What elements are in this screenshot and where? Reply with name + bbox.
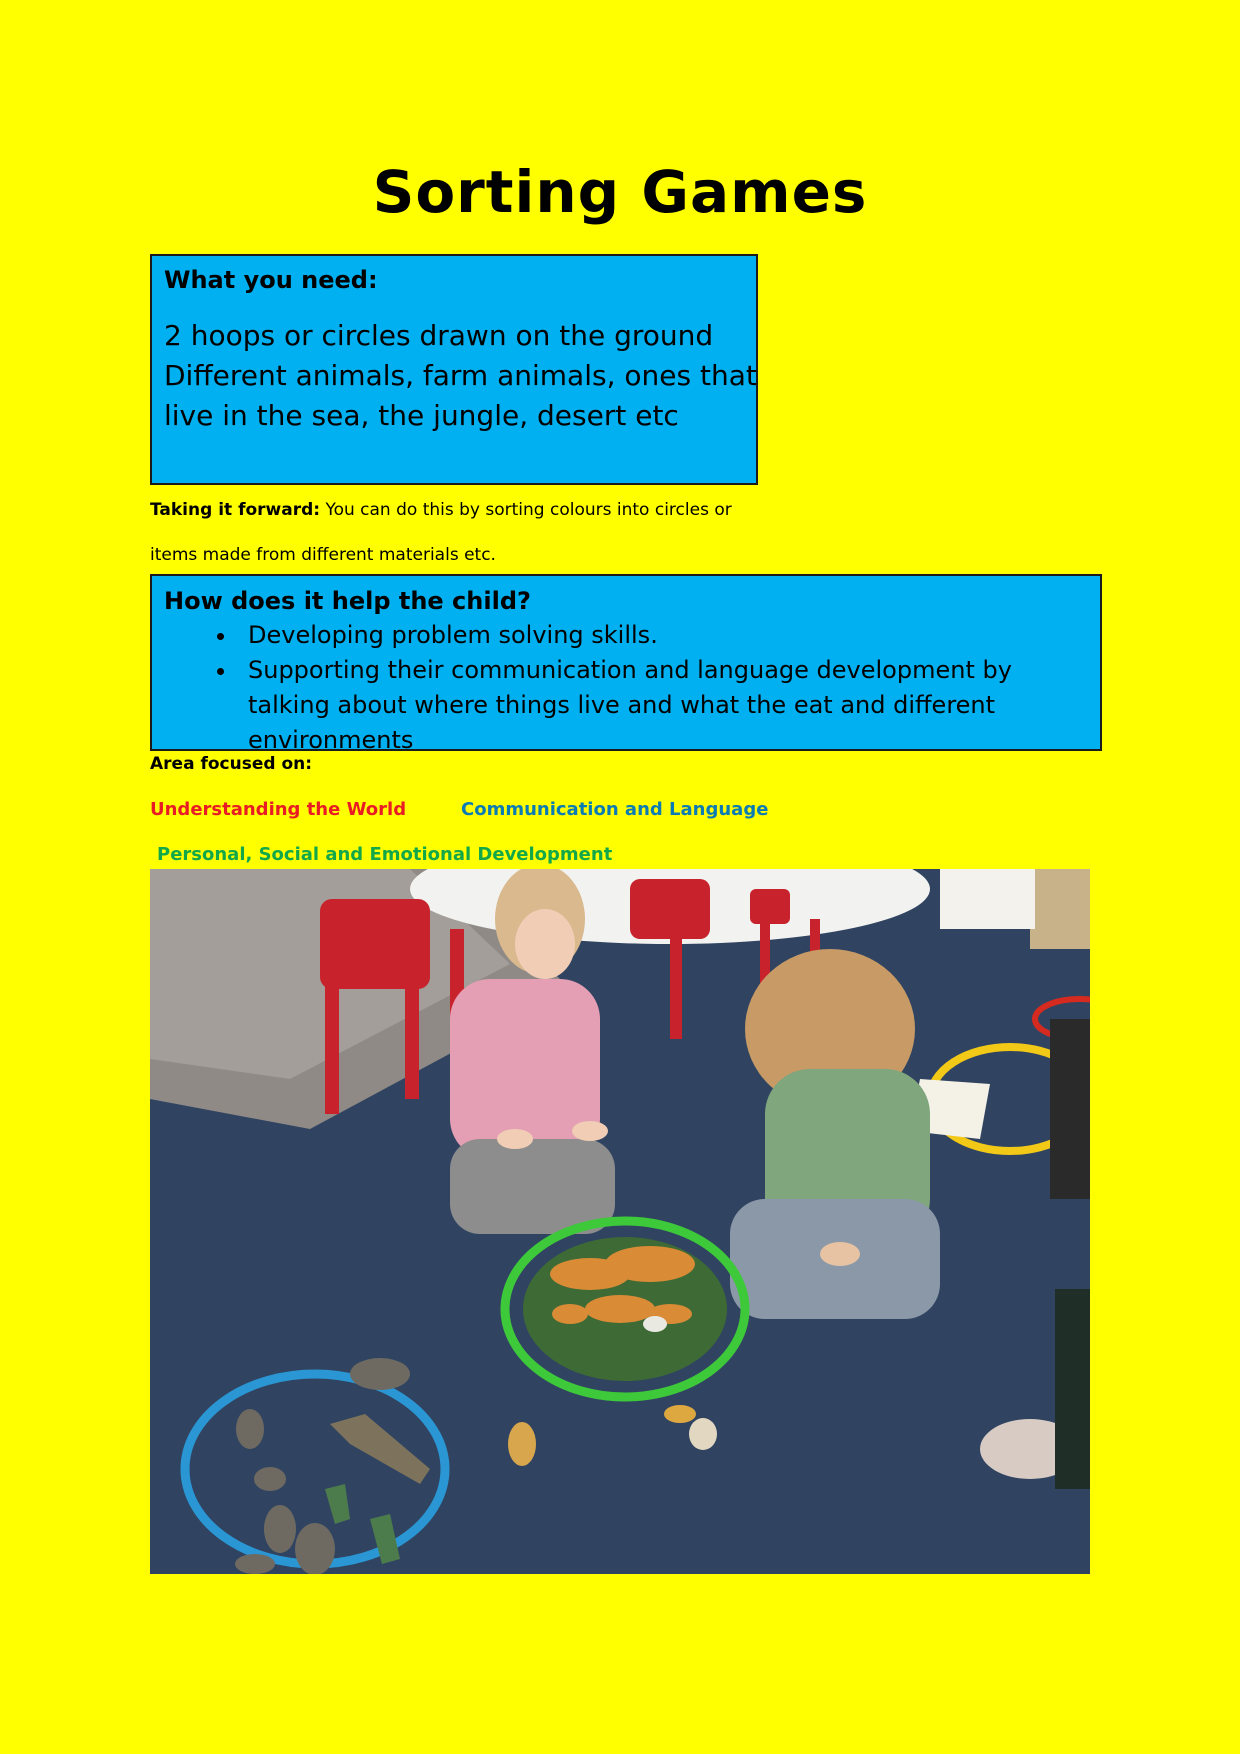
- need-line: Different animals, farm animals, ones that: [164, 359, 757, 392]
- what-you-need-heading: What you need:: [164, 266, 378, 294]
- taking-it-forward-label: Taking it forward:: [150, 500, 321, 520]
- help-list-item: • Supporting their communication and language development by talking about where things live and what the eat and different environments: [238, 653, 1088, 758]
- taking-it-forward: [150, 488, 770, 578]
- area-communication-language: Communication and Language: [461, 799, 769, 820]
- how-does-it-help-heading: How does it help the child?: [164, 587, 531, 615]
- area-understanding-world: Understanding the World: [150, 799, 407, 820]
- area-focused-label: Area focused on:: [150, 754, 313, 774]
- help-list-item: • Developing problem solving skills.: [238, 618, 1088, 653]
- need-line: 2 hoops or circles drawn on the ground: [164, 319, 714, 352]
- what-you-need-box: [150, 254, 758, 485]
- need-line: live in the sea, the jungle, desert etc: [164, 399, 679, 432]
- taking-it-forward-text: You can do this by sorting colours into circles or items made from different materials etc.: [150, 500, 732, 565]
- area-personal-social: Personal, Social and Emotional Development: [157, 844, 613, 865]
- how-does-it-help-box: [150, 574, 1102, 754]
- help-list: [164, 618, 1088, 758]
- page-title: Sorting Games: [372, 158, 868, 226]
- activity-photo: [150, 869, 1090, 1574]
- activity-photo-illustration: [150, 869, 1090, 1574]
